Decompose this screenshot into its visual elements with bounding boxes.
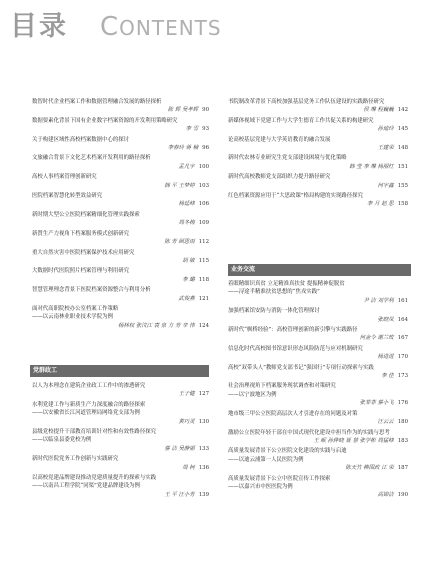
entry-meta — [32, 322, 209, 330]
toc-entry[interactable] — [228, 429, 408, 446]
entry-title: 新时期大型公立医院档案精细化管理实践探索 — [32, 211, 140, 218]
entry-page: 115 — [198, 257, 209, 264]
entry-page: 127 — [198, 391, 209, 398]
toc-entry[interactable] — [32, 455, 209, 472]
entry-page: 103 — [198, 182, 209, 189]
toc-entry[interactable] — [32, 230, 209, 247]
entry-page: 155 — [397, 182, 408, 189]
entry-author: 陈 芳 顾思雨 — [164, 239, 195, 246]
entry-author: 何金令 谢兰玫 — [359, 335, 394, 342]
entry-title: 高校“双带头人”教师党支部书记“强国行”专项行动探索与实践 — [228, 364, 374, 371]
entry-title: 医院档案智慧化转型效益研究 — [32, 193, 103, 200]
entry-meta — [32, 163, 209, 171]
entry-title: 红色档案资源应用于“大思政课”格局构建的实现路径探究 — [228, 193, 363, 200]
entry-meta — [228, 372, 408, 380]
right-column — [228, 98, 408, 211]
toc-entry[interactable] — [32, 136, 209, 153]
entry-title: 高质量发展背景下公立医院文化建设的实践与启迪 — [228, 448, 347, 455]
entry-subtitle: ——以云南林业职业技术学院为例 — [32, 314, 113, 321]
entry-title: 水利党建工作与新质生产力深度融合的路径探索 — [32, 401, 146, 408]
toc-entry[interactable] — [32, 286, 209, 303]
toc-entry[interactable] — [228, 410, 408, 427]
entry-author: 韩 平 王梦婷 — [164, 182, 195, 189]
entry-title: 新时代农林专业研究生党支部建设困境与优化策略 — [228, 155, 347, 162]
entry-title: 数据要素化背景下国有企业数字档案资源的开发利用策略研究 — [32, 117, 178, 124]
entry-meta — [32, 182, 209, 190]
entry-author: 周 柯 — [182, 464, 195, 471]
entry-author: 武俊燕 — [178, 295, 195, 302]
entry-title: 以人为本理念在建筑企业政工工作中的渗透研究 — [32, 383, 146, 389]
entry-meta — [228, 297, 408, 305]
entry-title: 论高校基层党建与大学英语教育的融合发展 — [228, 136, 331, 143]
entry-title: 新質生产力视角下档案服务模式创新研究 — [32, 230, 130, 237]
entry-subtitle: ——浔途半精准扶贫思想的“焦戎实践” — [228, 289, 320, 296]
entry-meta — [32, 445, 209, 453]
entry-title: 县级党校提升干部教育培训针对性和有效性路径探究 — [32, 429, 156, 436]
entry-author: 孟凡宇 — [178, 163, 195, 170]
entry-title: 高校人事档案管理创新研究 — [32, 174, 97, 181]
entry-title: 文旅融合背景下文化艺术档案开发利用的路径探析 — [32, 155, 151, 162]
entry-meta — [228, 491, 408, 499]
entry-author: 韩 莹 李 琳 杨丽红 — [349, 163, 394, 170]
section-header-left: 党群政工 — [30, 365, 209, 377]
entry-author: 李 雪 — [185, 126, 199, 133]
entry-page: 142 — [397, 107, 408, 114]
entry-meta — [228, 437, 408, 445]
entry-author: 李 月 赵 思 — [366, 201, 394, 208]
entry-title: 大数据时代医院照片档案管理与利用研究 — [32, 268, 130, 275]
entry-author: 王 平 汪小芳 — [164, 491, 195, 498]
entry-title: 重大自然灾害中医院档案保护技术应用研究 — [32, 249, 135, 256]
entry-author: 何宇鑫 — [377, 182, 394, 189]
entry-author: 尹 洁 刘学利 — [363, 297, 394, 304]
entry-title: 高质量发展背景下公立中医院宣传工作探索 — [228, 475, 331, 482]
entry-title: 新媒体视域下党建工作与大学生德育工作共促关系的构建研究 — [228, 117, 374, 124]
entry-meta — [228, 144, 408, 152]
entry-author: 高锦洁 — [377, 492, 394, 499]
entry-meta — [228, 316, 408, 324]
entry-author: 张菲菲 蔡小飞 — [359, 400, 394, 407]
entry-meta — [32, 144, 209, 152]
toc-entry[interactable] — [228, 447, 408, 472]
entry-subtitle: ——以南昌工程学院“同渠”党建品牌建设为例 — [32, 483, 140, 490]
entry-subtitle: ——以安徽省长江河道管理局网络党支部为例 — [32, 410, 140, 417]
entry-meta — [32, 125, 209, 133]
toc-entry[interactable] — [32, 173, 209, 190]
entry-meta — [32, 200, 209, 208]
toc-entry[interactable] — [32, 267, 209, 284]
toc-entry[interactable] — [228, 382, 408, 407]
toc-entry[interactable] — [32, 211, 209, 228]
entry-meta — [32, 390, 209, 398]
toc-entry[interactable] — [228, 136, 408, 153]
toc-subtitle: CONTENTS — [100, 12, 222, 42]
entry-meta — [228, 418, 408, 426]
entry-page: 183 — [397, 437, 408, 444]
toc-entry[interactable] — [32, 401, 209, 426]
toc-entry[interactable] — [32, 154, 209, 171]
toc-entry[interactable] — [32, 117, 209, 134]
entry-title: 数智时代企业档案工作和数据管理融合发展的路径探析 — [32, 99, 162, 105]
entry-meta — [228, 334, 408, 342]
entry-page: 109 — [198, 220, 209, 227]
toc-entry[interactable] — [32, 98, 209, 115]
entry-meta — [32, 219, 209, 227]
entry-title: 新时代医院党务工作创新与实践研究 — [32, 456, 119, 463]
entry-meta — [32, 257, 209, 265]
entry-title: 加强档案馆安防与消防一体化管理探讨 — [228, 308, 320, 315]
entry-page: 139 — [198, 491, 209, 498]
toc-entry[interactable] — [228, 475, 408, 500]
entry-page: 167 — [397, 335, 408, 342]
entry-meta — [32, 491, 209, 499]
entry-meta — [32, 106, 209, 114]
entry-page: 158 — [397, 201, 408, 208]
entry-page: 161 — [397, 297, 408, 304]
toc-entry[interactable] — [228, 192, 408, 209]
entry-meta — [32, 295, 209, 303]
entry-page: 93 — [202, 126, 209, 133]
entry-page: 190 — [397, 492, 408, 499]
section-header-right: 业务交流 — [228, 264, 411, 276]
entry-author: 杨廷峰 — [178, 201, 195, 208]
entry-page: 124 — [198, 322, 209, 329]
entry-author: 王建荣 — [377, 145, 394, 152]
entry-author: 周冬梅 — [178, 220, 195, 227]
entry-subtitle: ——以嘉兴市中医医院为例 — [228, 483, 293, 490]
toc-entry[interactable] — [228, 326, 408, 343]
entry-subtitle: ——以迪云浦第一人民医院为例 — [228, 456, 304, 463]
entry-title: 新时代“枫桥经验”：高校管理创新的新引擎与实践路径 — [228, 327, 358, 334]
entry-title: 书院制改革背景下高校加强基层党务工作队伍建设的实践路径研究 — [228, 99, 385, 105]
toc-entry[interactable] — [32, 382, 209, 399]
entry-author: 黄巧灵 — [178, 418, 195, 425]
toc-entry[interactable] — [228, 307, 408, 324]
entry-title: 关于构建区域性高校档案数据中心的探讨 — [32, 136, 130, 143]
left-column — [32, 98, 209, 332]
toc-entry[interactable] — [228, 173, 408, 190]
entry-meta — [228, 464, 408, 472]
entry-page: 164 — [397, 316, 408, 323]
entry-page: 90 — [202, 107, 209, 114]
toc-entry[interactable] — [32, 428, 209, 453]
entry-meta — [32, 464, 209, 472]
entry-author: 侯 琳 程巍巍 — [363, 107, 394, 114]
toc-entry[interactable] — [32, 192, 209, 209]
toc-entry[interactable] — [228, 345, 408, 362]
entry-author: 孙迪玲 — [377, 126, 394, 133]
toc-entry[interactable] — [228, 280, 408, 305]
entry-author: 王 岷 孙烨晓 聂 慧 张学彬 周猛峰 — [313, 437, 394, 444]
entry-title: 面对代高职院校办公室档案工作策略 — [32, 305, 119, 312]
entry-page: 100 — [198, 163, 209, 170]
entry-author: 李 璐 — [182, 276, 195, 283]
entry-author: 陈 辉 吴孝辉 — [167, 107, 199, 114]
entry-page: 148 — [397, 145, 408, 152]
left-column-2 — [32, 382, 209, 501]
entry-author: 王子健 — [178, 391, 195, 398]
entry-meta — [228, 125, 408, 133]
entry-author: 汪云云 — [377, 419, 394, 426]
entry-author: 杨进进 — [377, 354, 394, 361]
entry-page: 151 — [397, 163, 408, 170]
entry-author: 张晓凤 — [377, 316, 394, 323]
entry-title: 激励公立医院年轻干部在中国式现代化建设中担当作为的实践与思考 — [228, 429, 390, 436]
entry-page: 121 — [198, 295, 209, 302]
entry-meta — [228, 106, 408, 114]
toc-header — [0, 0, 427, 40]
entry-subtitle: ——以临泉县委党校为例 — [32, 437, 92, 444]
entry-page: 133 — [198, 445, 209, 452]
entry-page: 180 — [397, 419, 408, 426]
entry-page: 130 — [198, 418, 209, 425]
entry-author: 蔡 洁 吴静丽 — [164, 445, 195, 452]
toc-title: 目录 — [10, 11, 68, 42]
entry-subtitle: ——以宁波地区为例 — [228, 391, 277, 398]
entry-meta — [32, 418, 209, 426]
entry-title: 着眼精细识真贫 立足精准真扶贫 提振精神促脱贫 — [228, 281, 345, 287]
entry-page: 136 — [198, 464, 209, 471]
entry-page: 170 — [397, 354, 408, 361]
entry-meta — [228, 399, 408, 407]
entry-meta — [32, 238, 209, 246]
entry-page: 173 — [397, 373, 408, 380]
entry-title: 信息化时代高校图书馆意识形态风险防范与应对机制研究 — [228, 345, 363, 352]
toc-entry[interactable] — [228, 364, 408, 381]
entry-title: 智慧管理理念背景下医院档案资源整合与利用分析 — [32, 287, 151, 294]
entry-page: 187 — [397, 465, 408, 472]
toc-entry[interactable] — [228, 117, 408, 134]
entry-author: 陈天竹 柳围政 江 荣 — [345, 465, 394, 472]
entry-author: 李 佳 — [381, 373, 394, 380]
entry-meta — [228, 200, 408, 208]
entry-meta — [228, 182, 408, 190]
entry-meta — [32, 276, 209, 284]
entry-page: 118 — [198, 276, 209, 283]
entry-author: 胡 敏 — [182, 257, 195, 264]
entry-title: 社会治理视角下档案服务现状调查和对策研究 — [228, 383, 336, 390]
entry-author: 杨林权 张汶江 袁 泉 方 芳 辛 伟 — [118, 322, 195, 329]
entry-page: 106 — [198, 201, 209, 208]
entry-title: 新时代高校教师党支部组织力提升路径研究 — [228, 174, 331, 181]
entry-meta — [228, 353, 408, 361]
toc-entry[interactable] — [32, 474, 209, 499]
toc-entry[interactable] — [32, 305, 209, 330]
entry-page: 96 — [202, 145, 209, 152]
toc-entry[interactable] — [32, 249, 209, 266]
toc-entry[interactable] — [228, 154, 408, 171]
entry-author: 李春玲 蒋 楠 — [167, 145, 199, 152]
entry-title: 地市级三甲公立医院高层次人才引进存在的问题及对策 — [228, 410, 358, 417]
toc-entry[interactable] — [228, 98, 408, 115]
entry-title: 以高校党建品牌建设推动党建质量提升的探索与实践 — [32, 475, 156, 482]
entry-page: 112 — [198, 239, 209, 246]
entry-page: 176 — [397, 400, 408, 407]
entry-meta — [228, 163, 408, 171]
entry-page: 145 — [397, 126, 408, 133]
right-column-2 — [228, 280, 408, 502]
